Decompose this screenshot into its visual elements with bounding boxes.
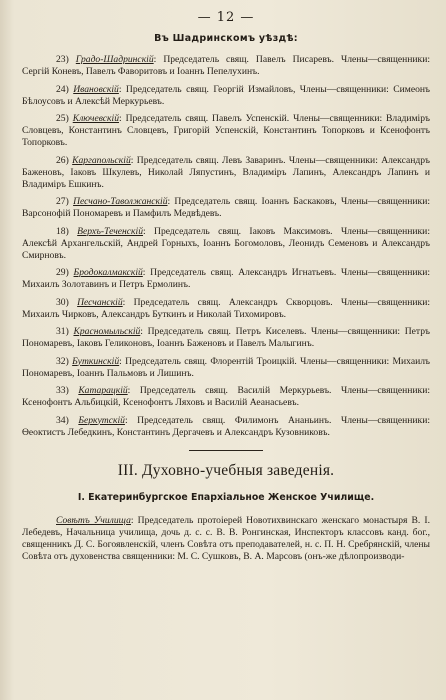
entry-text: : Председатель свящ. Александръ Скворцовъ. Члены—священники: Михаилъ Чирковъ, Александръ Буткинъ и Николай Тихомировъ. xyxy=(22,296,430,320)
entry-number: 33) xyxy=(56,385,69,396)
list-item xyxy=(22,196,430,220)
list-item xyxy=(22,84,430,108)
entry-number: 24) xyxy=(56,83,69,95)
list-item xyxy=(22,54,430,78)
entry-number: 29) xyxy=(56,267,69,278)
list-item xyxy=(22,267,430,291)
list-item xyxy=(22,226,430,262)
entry-text: : Председатель свящ. Георгій Измайловъ, Члены—священники: Симеонъ Бѣлоусовъ и Алексѣй Меркурьевъ. xyxy=(22,83,430,107)
list-item xyxy=(22,356,430,380)
section-heading: Въ Шадринскомъ уѣздѣ: xyxy=(154,33,298,44)
entry-place: Песчано-Таволжанскій xyxy=(73,196,168,207)
entry-text: : Председатель свящ. Филимонъ Ананьинъ. Члены—священники: Ѳеоктистъ Лебедкинъ, Константинъ Дергачевъ и Александръ Кузовниковъ. xyxy=(22,414,430,438)
list-item xyxy=(22,297,430,321)
part-title: III. Духовно-учебныя заведенія. xyxy=(117,462,335,479)
entry-text: : Председатель свящ. Василій Меркурьевъ. Члены—священники: Ксенофонтъ Альбицкій, Ксенофонтъ Ляховъ и Василій Аеанасьевъ. xyxy=(22,385,430,408)
list-item xyxy=(22,415,430,439)
entry-number: 23) xyxy=(56,54,69,65)
list-item xyxy=(22,326,430,350)
entry-text: : Председатель свящ. Флорентій Троицкій. Члены—священники: Михаилъ Пономаревъ, Іоаннъ Пальмовъ и Лишинъ. xyxy=(22,355,430,379)
entry-number: 30) xyxy=(56,296,69,308)
entry-text: : Председатель свящ. Іоаннъ Баскаковъ, Члены—священники: Варсонофій Пономаревъ и Памфилъ Медвѣдевъ. xyxy=(22,196,431,219)
sub-title: I. Екатеринбургское Епархіальное Женское Училище. xyxy=(77,492,375,503)
entry-place: Беркутскій xyxy=(78,414,125,426)
entry-place: Ивановскій xyxy=(73,83,119,95)
list-item xyxy=(22,385,430,409)
entry-text: : Председатель свящ. Петръ Киселевъ. Члены—священники: Петръ Пономаревъ, Іаковъ Геликоновъ, Іоаннъ Баженовъ и Павелъ Малыгинъ. xyxy=(22,326,431,349)
council-text: : Председатель протоіерей Новотихвинскаго женскаго монастыря В. І. Лебедевъ, Начальница училища, дочь д. с. с. В. В. Ронгинская, Инспекторъ классовъ канд. бог., священникъ Д. С. Богоявленскій, членъ Совѣта отъ преподавателей, н. с. П. Н. Сребрянскій, члены Совѣта отъ духовенства священники: М. С. Сушковъ, В. А. Марсовъ (онъ-же дѣлопроизводи- xyxy=(22,515,431,562)
entry-number: 18) xyxy=(56,225,69,237)
entry-number: 25) xyxy=(56,113,69,124)
council-lead: Совѣтъ Училища xyxy=(56,515,131,526)
council-paragraph xyxy=(22,515,430,563)
section-divider xyxy=(189,450,263,452)
entry-place: Верхъ-Теченскій xyxy=(77,225,144,237)
entry-text: : Председатель свящ. Іаковъ Максимовъ. Члены—священники: Алексѣй Архангельскій, Андрей Горныхъ, Іоаннъ Богомоловъ, Леонидъ Семеновъ и Александръ Смирновъ. xyxy=(22,225,430,261)
entry-number: 27) xyxy=(56,196,69,207)
list-item xyxy=(22,113,430,149)
entries-list xyxy=(22,54,430,439)
list-item xyxy=(22,155,430,191)
entry-place: Красномыльскій xyxy=(73,326,141,337)
entry-text: : Председатель свящ. Павелъ Писаревъ. Члены—священники: Сергій Коневъ, Павелъ Фаворитовъ и Іоаннъ Пепелухинъ. xyxy=(22,54,430,77)
entry-place: Ключевскій xyxy=(72,113,119,124)
entry-place: Каргапольскій xyxy=(72,154,131,166)
entry-text: : Председатель свящ. Левъ Заваринъ. Члены—священники: Александръ Баженовъ, Іаковъ Шкулевъ, Николай Ляпустинъ, Владиміръ Лапинъ, Александръ Лапинъ и Владиміръ Ешкинъ. xyxy=(22,154,430,190)
entry-place: Катарацкій xyxy=(78,385,128,396)
entry-text: : Председатель свящ. Александръ Игнатьевъ. Члены—священники: Михаилъ Золотавинъ и Петръ Ермолинъ. xyxy=(22,267,431,290)
entry-text: : Председатель свящ. Павелъ Успенскій. Члены—священники: Владиміръ Словцевъ, Константинъ Словцевъ, Григорій Успенскій, Константинъ Топорковъ и Ксенофонтъ Топорковъ. xyxy=(22,113,430,148)
entry-number: 26) xyxy=(56,154,69,166)
entry-place: Градо-Шадринскій xyxy=(75,54,154,65)
entry-place: Буткинскій xyxy=(72,355,120,367)
entry-place: Песчанскій xyxy=(77,296,123,308)
page-number: — 12 — xyxy=(197,10,255,25)
entry-number: 32) xyxy=(56,355,69,367)
entry-number: 31) xyxy=(56,326,69,337)
entry-number: 34) xyxy=(56,414,69,426)
entry-place: Бродокалмакскій xyxy=(73,267,143,278)
